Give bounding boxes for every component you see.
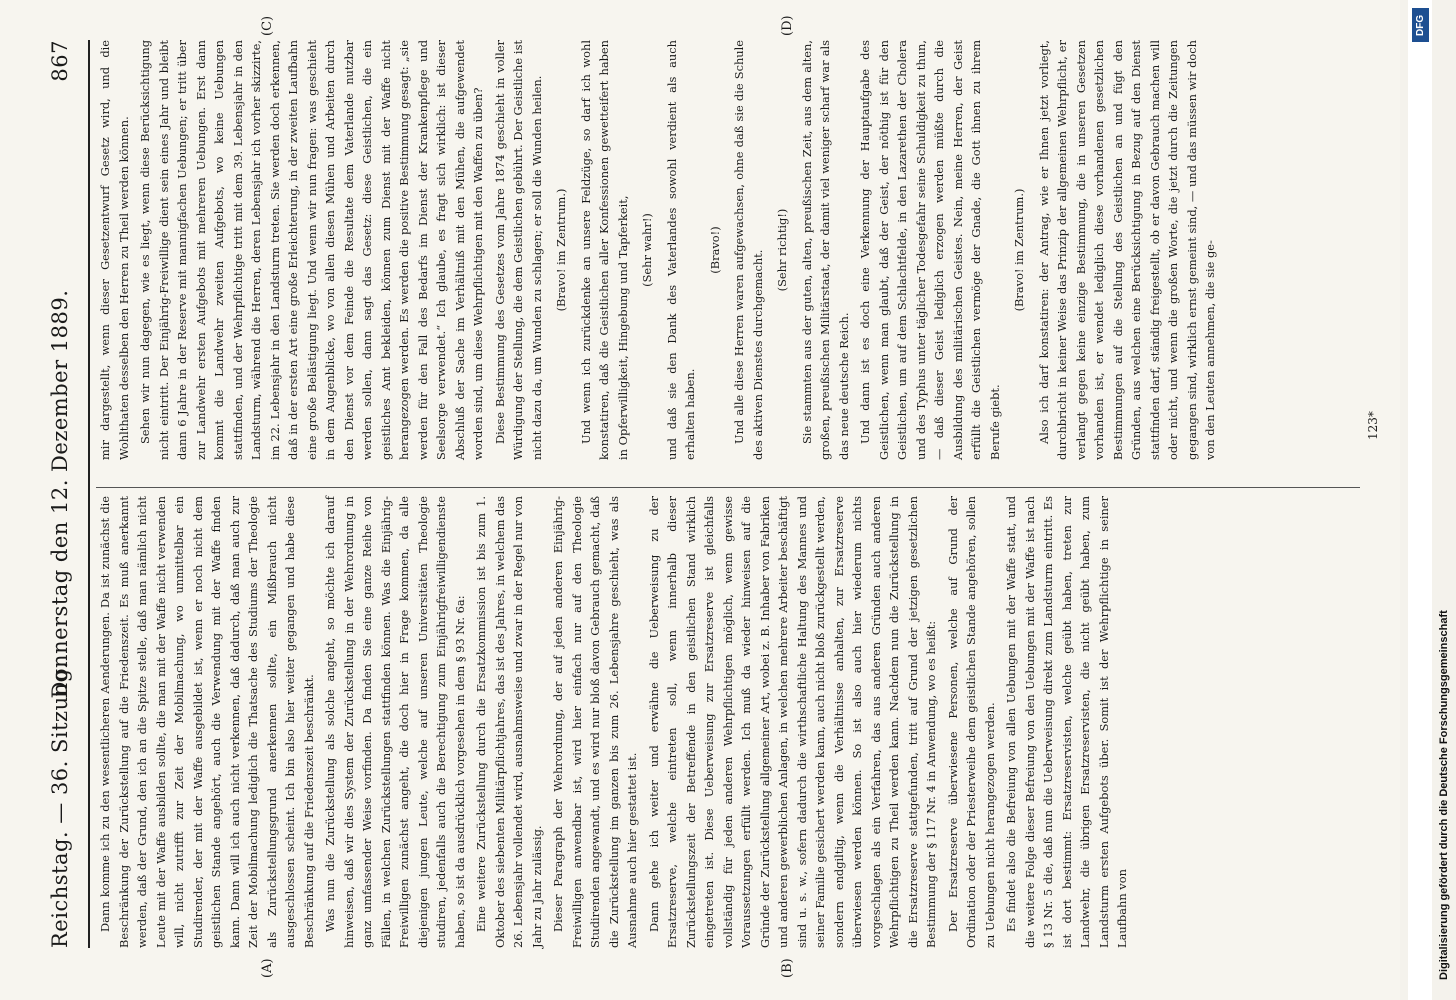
interjection: (Bravo!) [707, 226, 722, 274]
interjection: (Sehr richtig!) [775, 208, 789, 292]
interjection: (Sehr wahr!) [640, 213, 654, 287]
header-rule [88, 40, 90, 948]
paragraph: Und alle diese Herren waren aufgewachsen, ohne daß sie die Schule des aktiven Dienstes durchgemacht. [732, 40, 765, 460]
header-left: Reichstag. — 36. Sitzung. [48, 661, 72, 948]
paragraph: Der Ersatzreserve überwiesene Personen, welche auf Grund der Ordination oder der Priesterweihe dem geistlichen Stande angehören, sollen zu Uebungen nicht herangezogen werden. [945, 496, 997, 948]
signature-mark: 123* [1366, 411, 1380, 440]
paragraph: und daß sie den Dank des Vaterlandes sowohl verdient als auch erhalten haben. [664, 40, 697, 460]
interjection: (Bravo! im Zentrum.) [554, 188, 568, 312]
page-number: 867 [48, 40, 72, 82]
paragraph: Dann komme ich zu den wesentlicheren Aenderungen. Da ist zunächst die Beschränkung der Zurückstellung auf die Friedenszeit. Es muß anerkannt werden, daß der Grund, den ich an die Spitze stelle, daß man nämlich nicht Leute mit der Waffe ausbilden sollte, die man mit der Waffe nicht verwenden will, nicht zutrifft zur Zeit der Mobilmachung, wo unmittelbar ein Studirender, der mit der Waffe ausgebildet ist, wenn er noch nicht dem geistlichen Stande angehört, auch die Verwendung mit der Waffe finden kann. Dann will ich auch nicht verkennen, daß dadurch, daß man auch zur Zeit der Mobilmachung lediglich die Thatsache des Studiums der Theologie als Zurückstellungsgrund anerkennen sollte, ein Mißbrauch nicht ausgeschlossen scheint. Ich bin also hier weiter gegangen und habe diese Beschränkung auf die Friedenszeit beschränkt. [98, 496, 316, 948]
paragraph: mir dargestellt, wenn dieser Gesetzentwurf Gesetz wird, und die Wohlthaten desselben den Herren zu Theil werden können. [98, 40, 131, 460]
left-column [96, 496, 1360, 948]
paragraph: Diese Bestimmung des Gesetzes vom Jahre 1874 geschieht in voller Würdigung der Stellung, die dem Geistlichen gebührt. Der Geistliche ist nicht dazu da, um Wunden zu schlagen; er soll die Wunden heilen. [492, 40, 544, 460]
paragraph: Also ich darf konstatiren: der Antrag, wie er Ihnen jetzt vorliegt, durchbricht in keiner Weise das Prinzip der allgemeinen Wehrpflicht, er verlangt gegen keine einzige Bestimmung, die in unseren Gesetzen vorhanden ist, er wendet lediglich diese vorhandenen gesetzlichen Bestimmungen auf die Stellung des Geistlichen an und fügt den Gründen, aus welchen eine Berücksichtigung in Bezug auf den Dienst stattfinden darf, ständig freigestellt, ob er davon Gebrauch machen will oder nicht, und wenn die großen Worte, die jetzt durch die Zeitungen gegangen sind, wirklich ernst gemeint sind, — und das müssen wir doch von den Leuten annehmen, die sie ge- [1036, 40, 1217, 460]
paragraph: Dieser Paragraph der Wehrordnung, der auf jeden anderen Einjährig-Freiwilligen anwendbar ist, wird hier einfach nur auf den Theologie Studirenden angewandt, und es wird nur bloß davon Gebrauch gemacht, daß die Zurückstellung im ganzen bis zum 26. Lebensjahre geschieht, was als Ausnahme auch hier gestattet ist. [551, 496, 639, 948]
margin-marker-d: (D) [780, 15, 795, 36]
interjection: (Bravo! im Zentrum.) [1012, 188, 1026, 312]
margin-marker-b: (B) [780, 958, 795, 978]
banner-text: Digitalisierung gefördert durch die Deutsche Forschungsgemeinschaft [1438, 610, 1450, 980]
paragraph: Was nun die Zurückstellung als solche angeht, so möchte ich darauf hinweisen, daß wir dies System der Zurückstellung in der Wehrordnung in ganz umfassender Weise vorfinden. Da finden Sie eine ganze Reihe von Fällen, in welchen Zurückstellungen stattfinden können. Was die Einjährig-Freiwilligen zunächst angeht, die doch hier in Frage kommen, da alle diejenigen jungen Leute, welche auf unseren Universitäten Theologie studiren, jedenfalls auch die Berechtigung zum Einjährigfreiwilligendienste haben, so ist da ausdrücklich vorgesehen in dem § 93 Nr. 6a: [323, 496, 467, 948]
paragraph: Sie stammten aus der guten, alten, preußischen Zeit, aus dem alten, großen, preußischen Militärstaat, der damit viel weniger scharf war als das neue deutsche Reich. [799, 40, 851, 460]
paragraph: Dann gehe ich weiter und erwähne die Ueberweisung zu der Ersatzreserve, welche eintreten soll, wenn innerhalb dieser Zurückstellungszeit der Betreffende in den geistlichen Stand wirklich eingetreten ist. Diese Ueberweisung zur Ersatzreserve ist gleichfalls vollständig für jeden anderen Wehrpflichtigen möglich, wenn gewisse Voraussetzungen erfüllt werden. Ich muß da wieder hinweisen auf die Gründe der Zurückstellung allgemeiner Art, wobei z. B. Inhaber von Fabriken und anderen gewerblichen Anlagen, in welchen mehrere Arbeiter beschäftigt sind u. s. w., sofern dadurch die wirthschaftliche Haltung des Mannes und seiner Familie gesichert werden kann, auch nicht bloß zurückgestellt werden, sondern endgiltig, wenn die Verhältnisse anhalten, zur Ersatzreserve überwiesen werden können. So ist also auch hier wiederum nichts vorgeschlagen als ein Verfahren, das aus anderen Gründen auch anderen Wehrpflichtigen zu Theil werden kann. Nachdem nun die Zurückstellung in die Ersatzreserve stattgefunden, tritt auf Grund der jetzigen gesetzlichen Bestimmung der § 117 Nr. 4 in Anwendung, wo es heißt: [646, 496, 938, 948]
paragraph: Es findet also die Befreiung von allen Uebungen mit der Waffe statt, und die weitere Folge dieser Befreiung von den Uebungen mit der Waffe ist nach § 13 Nr. 5 die, daß nun die Ueberweisung direkt zum Landsturm eintritt. Es ist dort bestimmt: Ersatzreservisten, welche geübt haben, treten zur Landwehr, die übrigen Ersatzreservisten, die nicht geübt haben, zum Landsturm ersten Aufgebots über. Somit ist der Wehrpflichtige in seiner Laufbahn von [1004, 496, 1129, 948]
margin-marker-a: (A) [260, 958, 275, 978]
paragraph: Und dann ist es doch eine Verkennung der Hauptaufgabe des Geistlichen, wenn man glaubt, daß der Geist, der nöthig ist für den Geistlichen, um auf dem Schlachtfelde, in den Lazarethen der Cholera und des Typhus unter täglicher Todesgefahr seine Schuldigkeit zu thun, — daß dieser Geist lediglich erzogen werden müßte durch die Ausbildung des militärischen Geistes. Nein, meine Herren, der Geist erfüllt die Geistlichen vermöge der Gnade, die Gott ihnen zu ihrem Berufe giebt. [858, 40, 1002, 460]
header-date: Donnerstag den 12. Dezember 1889. [48, 289, 72, 699]
running-header [48, 40, 84, 948]
digitization-banner [1408, 0, 1450, 1000]
paragraph: Sehen wir nun dagegen, wie es liegt, wenn diese Berücksichtigung nicht eintritt. Der Einjährig-Freiwillige dient sein eines Jahr und bleibt dann 6 Jahre in der Reserve mit mannigfachen Uebungen; er tritt über zur Landwehr ersten Aufgebots mit mehreren Uebungen. Erst dann kommt die Landwehr zweiten Aufgebots, wo keine Uebungen stattfinden, und der Wehrpflichtige tritt mit dem 39. Lebensjahr in den Landsturm, während die Herren, deren Lebensjahr ich vorher skizzirte, im 22. Lebensjahr in den Landsturm treten. Sie werden doch erkennen, daß in der ersten Art eine große Erleichterung, in der zweiten Laufbahn eine große Belästigung liegt. Und wenn wir nun fragen: was geschieht in dem Augenblicke, wo von allen diesen Mühen und Arbeiten durch den Dienst vor dem Feinde die Resultate dem Vaterlande nutzbar werden sollen, dann sagt das Gesetz: diese Geistlichen, die ein geistliches Amt bekleiden, können zum Dienst mit der Waffe nicht herangezogen werden. Es werden die positive Bestimmung gesagt: „sie werden für den Fall des Bedarfs im Dienst der Krankenpflege und Seelsorge verwendet.“ Ich glaube, es fragt sich wirklich: ist dieser Abschluß der Sache im Verhältniß mit den Mühen, die aufgewendet worden sind, um diese Wehrpflichtigen mit den Waffen zu üben? [138, 40, 485, 460]
right-column [96, 40, 1360, 460]
paragraph: Eine weitere Zurückstellung durch die Ersatzkommission ist bis zum 1. Oktober des siebenten Militärpflichtjahres, das ist des Jahres, in welchem das 26. Lebensjahr vollendet wird, ausnahmsweise und zwar in der Regel nur von Jahr zu Jahr zulässig. [474, 496, 544, 948]
paragraph: Und wenn ich zurückdenke an unsere Feldzüge, so darf ich wohl konstatiren, daß die Geistlichen aller Konfessionen gewetteifert haben in Opferwilligkeit, Hingebung und Tapferkeit, [578, 40, 630, 460]
margin-marker-c: (C) [260, 15, 275, 36]
column-divider [96, 487, 1360, 488]
dfg-logo: DFG [1412, 8, 1429, 42]
